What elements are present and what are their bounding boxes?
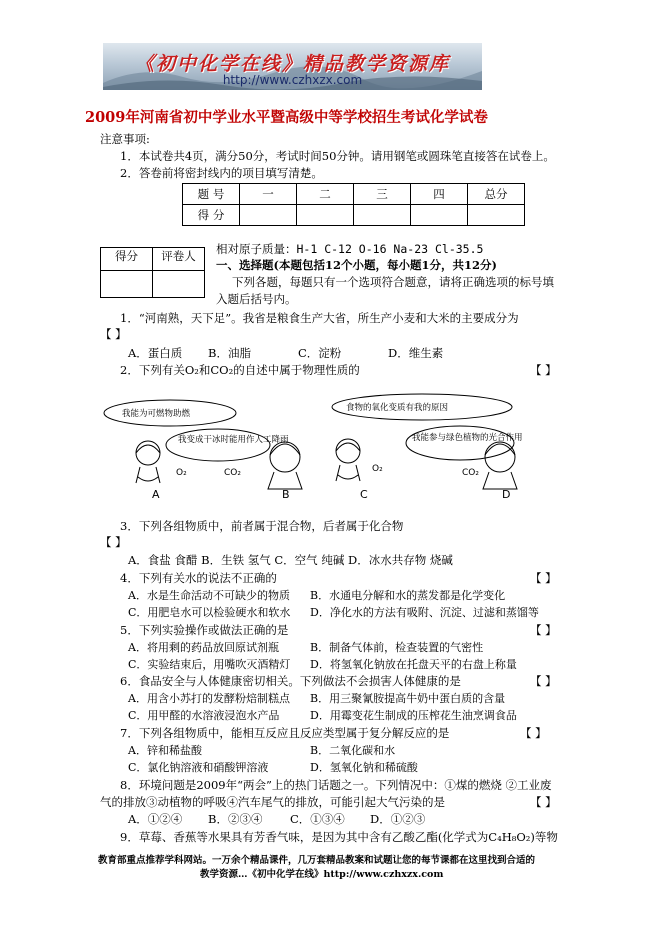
grader-name-header: 评卷人 [153, 248, 205, 271]
q5-option-d: D．将氢氧化钠放在托盘天平的右盘上称量 [310, 658, 517, 671]
score-table-cell: 一 [240, 184, 297, 205]
grader-table [100, 247, 205, 298]
q7-text: 7．下列各组物质中，能相互反应且反应类型属于复分解反应的是 [120, 726, 450, 740]
q7-option-a: A．锌和稀盐酸 [128, 744, 202, 757]
q8-text-cont: 气的排放③动植物的呼吸④汽车尾气的排放，可能引起大气污染的是 [100, 795, 445, 809]
notice-item-2: 2．答卷前将密封线内的项目填写清楚。 [120, 166, 323, 180]
q5-text: 5．下列实验操作或做法正确的是 [120, 623, 289, 637]
score-blank-cell[interactable] [468, 205, 525, 226]
q6-option-d: D．用霉变花生制成的压榨花生油烹调食品 [310, 709, 517, 722]
bubble-d-text: 我能参与绿色植物的光合作用 [412, 433, 523, 443]
score-table-header-row [183, 184, 525, 205]
atomic-masses: 相对原子质量：H-1 C-12 O-16 Na-23 Cl-35.5 [216, 242, 484, 256]
q4-option-c: C．用肥皂水可以检验硬水和软水 [128, 606, 291, 619]
bubble-a-text: 我能为可燃物助燃 [122, 409, 191, 419]
formula-c: O₂ [372, 464, 383, 474]
label-a: A [152, 488, 160, 501]
score-table-cell: 题 号 [183, 184, 240, 205]
q3-bracket[interactable]: 【 】 [100, 535, 127, 549]
notice-item-1: 1．本试卷共4页，满分50分，考试时间50分钟。请用钢笔或圆珠笔直接答在试卷上。 [120, 149, 555, 163]
grader-score-header: 得分 [101, 248, 153, 271]
header-banner [103, 43, 482, 90]
q2-text: 2．下列有关O₂和CO₂的自述中属于物理性质的 [120, 363, 360, 377]
score-table-cell: 四 [411, 184, 468, 205]
speech-bubble-d [406, 426, 514, 460]
q5-option-b: B．制备气体前，检查装置的气密性 [310, 641, 484, 654]
grader-name-cell[interactable] [153, 271, 205, 298]
q8-text: 8．环境问题是2009年“两会”上的热门话题之一。下列情况中：①煤的燃烧 ②工业废 [120, 778, 552, 792]
score-table-cell: 得 分 [183, 205, 240, 226]
q1-option-b: B．油脂 [208, 346, 251, 360]
q3-text: 3．下列各组物质中，前者属于混合物，后者属于化合物 [120, 519, 404, 533]
notice-heading: 注意事项: [100, 132, 150, 146]
section-1-instruction-cont: 入题后括号内。 [216, 292, 297, 306]
q8-option-a: A．①②④ [128, 812, 183, 826]
formula-a: O₂ [176, 468, 187, 478]
formula-d: CO₂ [462, 468, 479, 478]
q7-option-c: C．氯化钠溶液和硝酸钾溶液 [128, 761, 269, 774]
q8-option-c: C．①③④ [290, 812, 345, 826]
q4-option-a: A．水是生命活动不可缺少的物质 [128, 589, 290, 602]
score-table-cell: 三 [354, 184, 411, 205]
banner-url[interactable]: http://www.czhxzx.com [222, 73, 363, 87]
q5-option-c: C．实验结束后，用嘴吹灭酒精灯 [128, 658, 291, 671]
q5-bracket[interactable]: 【 】 [530, 623, 557, 637]
q4-text: 4．下列有关水的说法不正确的 [120, 571, 277, 585]
score-table-score-row [183, 205, 525, 226]
q7-bracket[interactable]: 【 】 [520, 726, 547, 740]
q4-option-b: B．水通电分解和水的蒸发都是化学变化 [310, 589, 506, 602]
q8-bracket[interactable]: 【 】 [530, 795, 557, 809]
bubble-c-text: 食物的氧化变质有我的原因 [346, 403, 449, 413]
q1-text: 1．“河南熟，天下足”。我省是粮食生产大省，所生产小麦和大米的主要成分为 [120, 311, 519, 325]
footer-line-1: 教育部重点推荐学科网站。一万余个精品课件，几万套精品教案和试题让您的每节课都在这里找到合适的 [98, 855, 536, 866]
q1-bracket[interactable]: 【 】 [100, 327, 127, 341]
q7-option-d: D．氢氧化钠和稀硫酸 [310, 761, 418, 774]
score-blank-cell[interactable] [297, 205, 354, 226]
banner-title: 《初中化学在线》精品教学资源库 [134, 53, 450, 75]
q6-bracket[interactable]: 【 】 [530, 674, 557, 688]
q8-option-b: B．②③④ [208, 812, 263, 826]
section-1-title: 一、选择题(本题包括12个小题，每小题1分，共12分) [216, 258, 497, 272]
bubble-b-text: 我变成干冰时能用作人工降雨 [178, 435, 289, 445]
q5-option-a: A．将用剩的药品放回原试剂瓶 [128, 641, 279, 654]
footer-line-2[interactable]: 教学资源…《初中化学在线》http://www.czhxzx.com [200, 869, 444, 880]
q6-option-a: A．用含小苏打的发酵粉焙制糕点 [128, 692, 290, 705]
q1-option-c: C．淀粉 [298, 346, 342, 360]
label-d: D [502, 488, 511, 501]
child-character-icon [270, 442, 300, 472]
score-blank-cell[interactable] [240, 205, 297, 226]
q2-bracket[interactable]: 【 】 [530, 363, 557, 377]
q4-option-d: D．净化水的方法有吸附、沉淀、过滤和蒸馏等 [310, 606, 539, 619]
score-table [182, 183, 525, 226]
exam-title: 2009年河南省初中学业水平暨高级中等学校招生考试化学试卷 [85, 109, 488, 126]
score-blank-cell[interactable] [411, 205, 468, 226]
score-table-cell: 总分 [468, 184, 525, 205]
q1-option-d: D．维生素 [388, 346, 444, 360]
q4-bracket[interactable]: 【 】 [530, 571, 557, 585]
speech-bubble-b [166, 429, 270, 461]
q3-options: A．食盐 食醋 B．生铁 氢气 C．空气 纯碱 D．冰水共存物 烧碱 [128, 553, 453, 567]
score-table-cell: 二 [297, 184, 354, 205]
label-b: B [282, 488, 290, 501]
q2-illustration [100, 385, 560, 505]
q8-option-d: D．①②③ [370, 812, 426, 826]
formula-b: CO₂ [224, 468, 241, 478]
q6-text: 6．食品安全与人体健康密切相关。下列做法不会损害人体健康的是 [120, 674, 461, 688]
q1-option-a: A．蛋白质 [128, 346, 183, 360]
label-c: C [360, 488, 368, 501]
q6-option-c: C．用甲醛的水溶液浸泡水产品 [128, 709, 280, 722]
section-1-instruction: 下列各题，每题只有一个选项符合题意，请将正确选项的标号填 [232, 275, 554, 289]
score-blank-cell[interactable] [354, 205, 411, 226]
q9-text: 9．草莓、香蕉等水果具有芳香气味，是因为其中含有乙酸乙酯(化学式为C₄H₈O₂)等物 [120, 830, 558, 844]
q6-option-b: B．用三聚氰胺提高牛奶中蛋白质的含量 [310, 692, 506, 705]
grader-score-cell[interactable] [101, 271, 153, 298]
q7-option-b: B．二氧化碳和水 [310, 744, 396, 757]
